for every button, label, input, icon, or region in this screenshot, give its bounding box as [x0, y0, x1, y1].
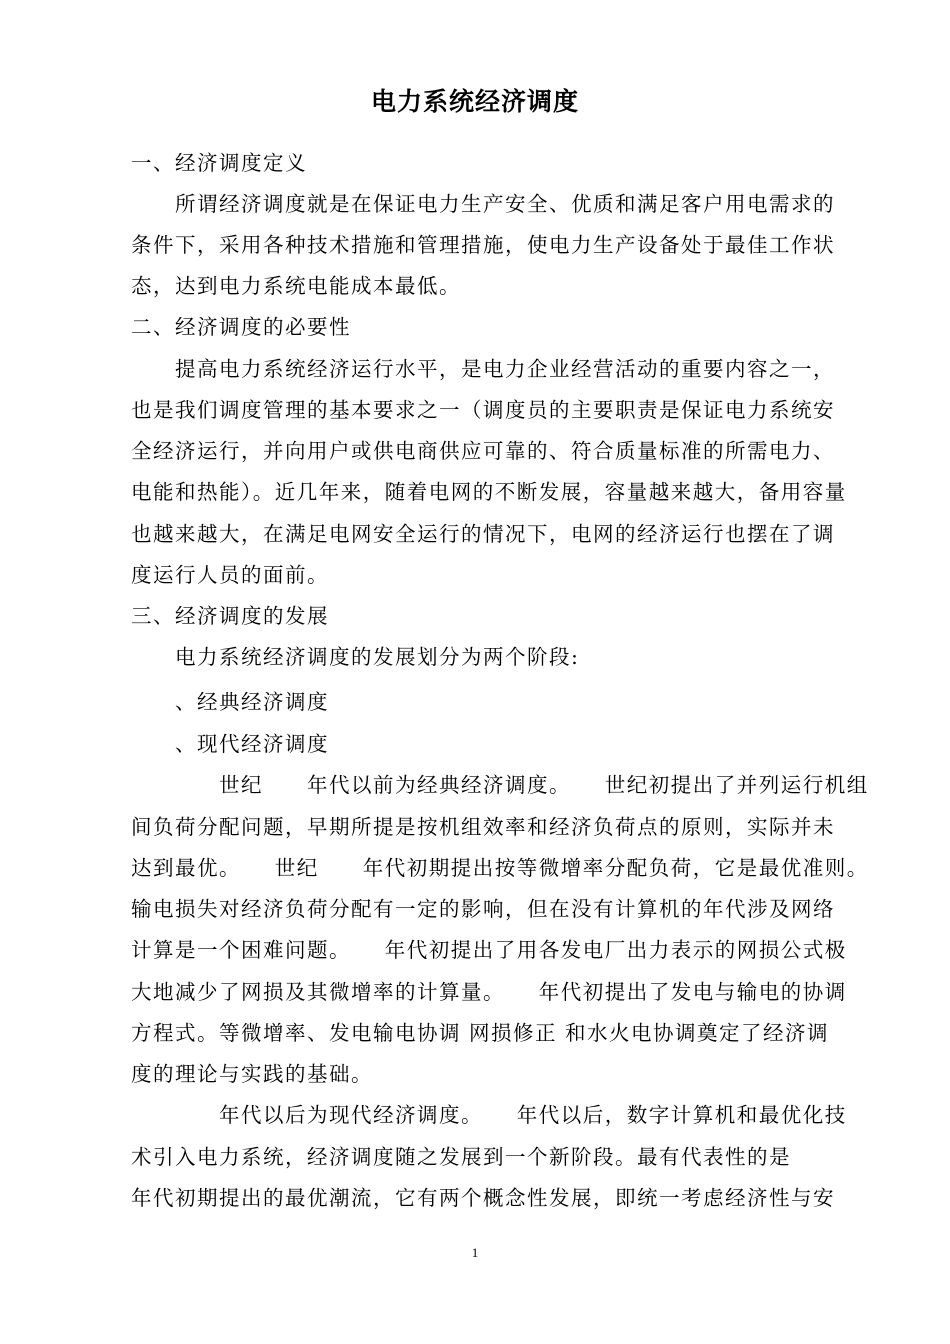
page-title: 电力系统经济调度	[370, 87, 579, 116]
paragraph-line: 电能和热能）。近几年来，随着电网的不断发展，容量越来越大，备用容量	[131, 480, 847, 504]
paragraph-line: 输电损失对经济负荷分配有一定的影响，但在没有计算机的年代涉及网络	[131, 897, 835, 921]
paragraph-line: 大地减少了网损及其微增率的计算量。 年代初提出了发电与输电的协调	[131, 980, 847, 1004]
paragraph-line: 态，达到电力系统电能成本最低。	[131, 274, 461, 298]
paragraph-line: 方程式。等微增率、发电输电协调 网损修正 和水火电协调奠定了经济调	[131, 1021, 830, 1045]
paragraph-line: 也是我们调度管理的基本要求之一（调度员的主要职责是保证电力系统安	[131, 398, 835, 422]
paragraph-line: 电力系统经济调度的发展划分为两个阶段:	[131, 645, 580, 669]
paragraph-line: 计算是一个困难问题。 年代初提出了用各发电厂出力表示的网损公式极	[131, 938, 847, 962]
paragraph-line: 提高电力系统经济运行水平，是电力企业经营活动的重要内容之一，	[131, 357, 835, 381]
paragraph-line: 术引入电力系统，经济调度随之发展到一个新阶段。最有代表性的是	[131, 1145, 791, 1169]
section-heading: 二、经济调度的必要性	[131, 315, 351, 339]
list-item: 、现代经济调度	[131, 732, 329, 756]
paragraph-line: 年代初期提出的最优潮流，它有两个概念性发展，即统一考虑经济性与安	[131, 1186, 835, 1210]
paragraph-line: 达到最优。 世纪 年代初期提出按等微增率分配负荷，它是最优准则。	[131, 856, 869, 880]
paragraph-line: 度的理论与实践的基础。	[131, 1062, 373, 1086]
paragraph-line: 世纪 年代以前为经典经济调度。 世纪初提出了并列运行机组	[131, 773, 869, 797]
section-heading: 三、经济调度的发展	[131, 604, 329, 628]
paragraph-line: 所谓经济调度就是在保证电力生产安全、优质和满足客户用电需求的	[131, 192, 835, 216]
paragraph-line: 条件下，采用各种技术措施和管理措施，使电力生产设备处于最佳工作状	[131, 233, 835, 257]
list-item: 、经典经济调度	[131, 690, 329, 714]
section-heading: 一、经济调度定义	[131, 151, 307, 175]
paragraph-line: 全经济运行，并向用户或供电商供应可靠的、符合质量标准的所需电力、	[131, 439, 835, 463]
paragraph-line: 也越来越大，在满足电网安全运行的情况下，电网的经济运行也摆在了调	[131, 522, 835, 546]
paragraph-line: 度运行人员的面前。	[131, 563, 329, 587]
page-number: 1	[471, 1245, 479, 1260]
paragraph-line: 年代以后为现代经济调度。 年代以后，数字计算机和最优化技	[131, 1103, 847, 1127]
paragraph-line: 间负荷分配问题，早期所提是按机组效率和经济负荷点的原则，实际并未	[131, 815, 835, 839]
